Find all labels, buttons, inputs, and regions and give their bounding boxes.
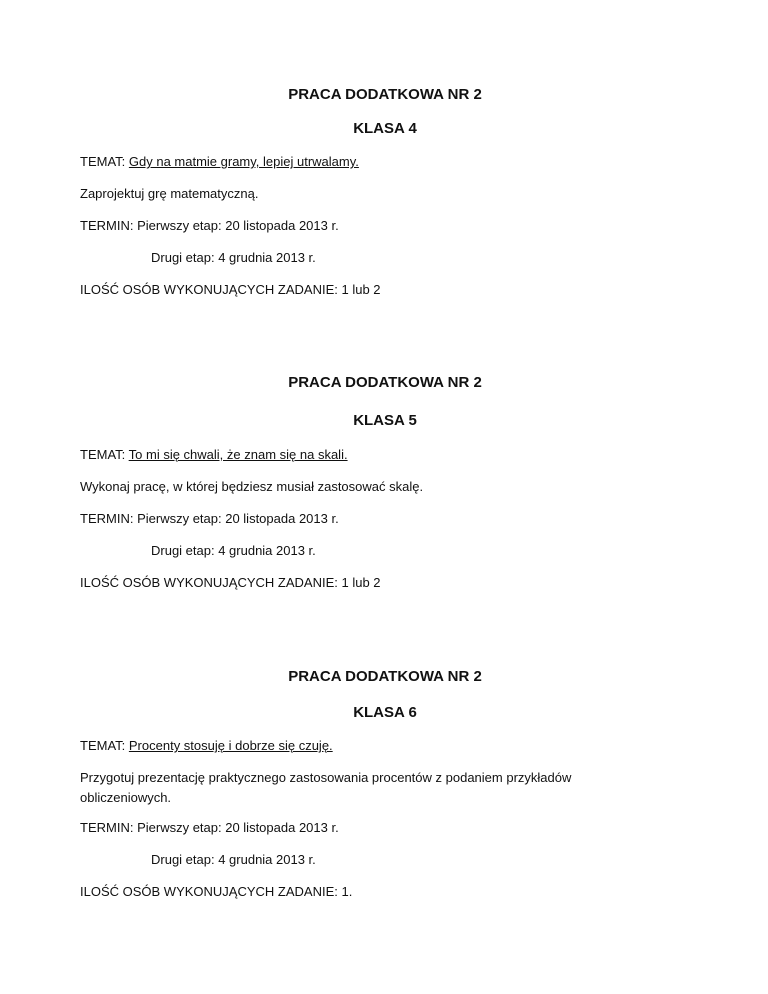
- topic-label: TEMAT:: [80, 447, 126, 462]
- topic-label: TEMAT:: [80, 154, 126, 169]
- topic-label: TEMAT:: [80, 738, 126, 753]
- class-label: KLASA 4: [353, 120, 417, 137]
- deadline-stage-1: Pierwszy etap: 20 listopada 2013 r.: [137, 820, 339, 835]
- deadline-stage-1: Pierwszy etap: 20 listopada 2013 r.: [137, 218, 339, 233]
- deadline-line: [80, 818, 690, 837]
- deadline-stage-1: Pierwszy etap: 20 listopada 2013 r.: [137, 511, 339, 526]
- class-label: KLASA 6: [353, 704, 417, 721]
- deadline-line: [80, 216, 690, 235]
- section-title: PRACA DODATKOWA NR 2: [288, 374, 482, 391]
- task-line: Wykonaj pracę, w której będziesz musiał zastosować skalę.: [80, 479, 424, 494]
- deadline-label: TERMIN:: [80, 820, 134, 835]
- deadline-stage-2: Drugi etap: 4 grudnia 2013 r.: [151, 852, 316, 867]
- task-line-1: Przygotuj prezentację praktycznego zastosowania procentów z podaniem przykładów: [80, 770, 572, 785]
- class-label: KLASA 5: [353, 412, 417, 429]
- people-count-line: ILOŚĆ OSÓB WYKONUJĄCYCH ZADANIE: 1.: [80, 884, 353, 899]
- deadline-label: TERMIN:: [80, 218, 134, 233]
- people-count-line: ILOŚĆ OSÓB WYKONUJĄCYCH ZADANIE: 1 lub 2: [80, 282, 381, 297]
- task-line: Zaprojektuj grę matematyczną.: [80, 186, 259, 201]
- people-count-line: ILOŚĆ OSÓB WYKONUJĄCYCH ZADANIE: 1 lub 2: [80, 575, 381, 590]
- deadline-line: [80, 509, 690, 528]
- topic-value: Procenty stosuję i dobrze się czuję.: [128, 738, 333, 753]
- section-title: PRACA DODATKOWA NR 2: [288, 86, 482, 103]
- topic-line: [80, 736, 690, 755]
- topic-value: To mi się chwali, że znam się na skali.: [128, 447, 348, 462]
- deadline-label: TERMIN:: [80, 511, 134, 526]
- deadline-stage-2: Drugi etap: 4 grudnia 2013 r.: [151, 543, 316, 558]
- section-title: PRACA DODATKOWA NR 2: [288, 668, 482, 685]
- topic-line: [80, 152, 690, 171]
- task-line-2: obliczeniowych.: [80, 790, 172, 805]
- topic-line: [80, 445, 690, 464]
- deadline-stage-2: Drugi etap: 4 grudnia 2013 r.: [151, 250, 316, 265]
- topic-value: Gdy na matmie gramy, lepiej utrwalamy.: [128, 154, 359, 169]
